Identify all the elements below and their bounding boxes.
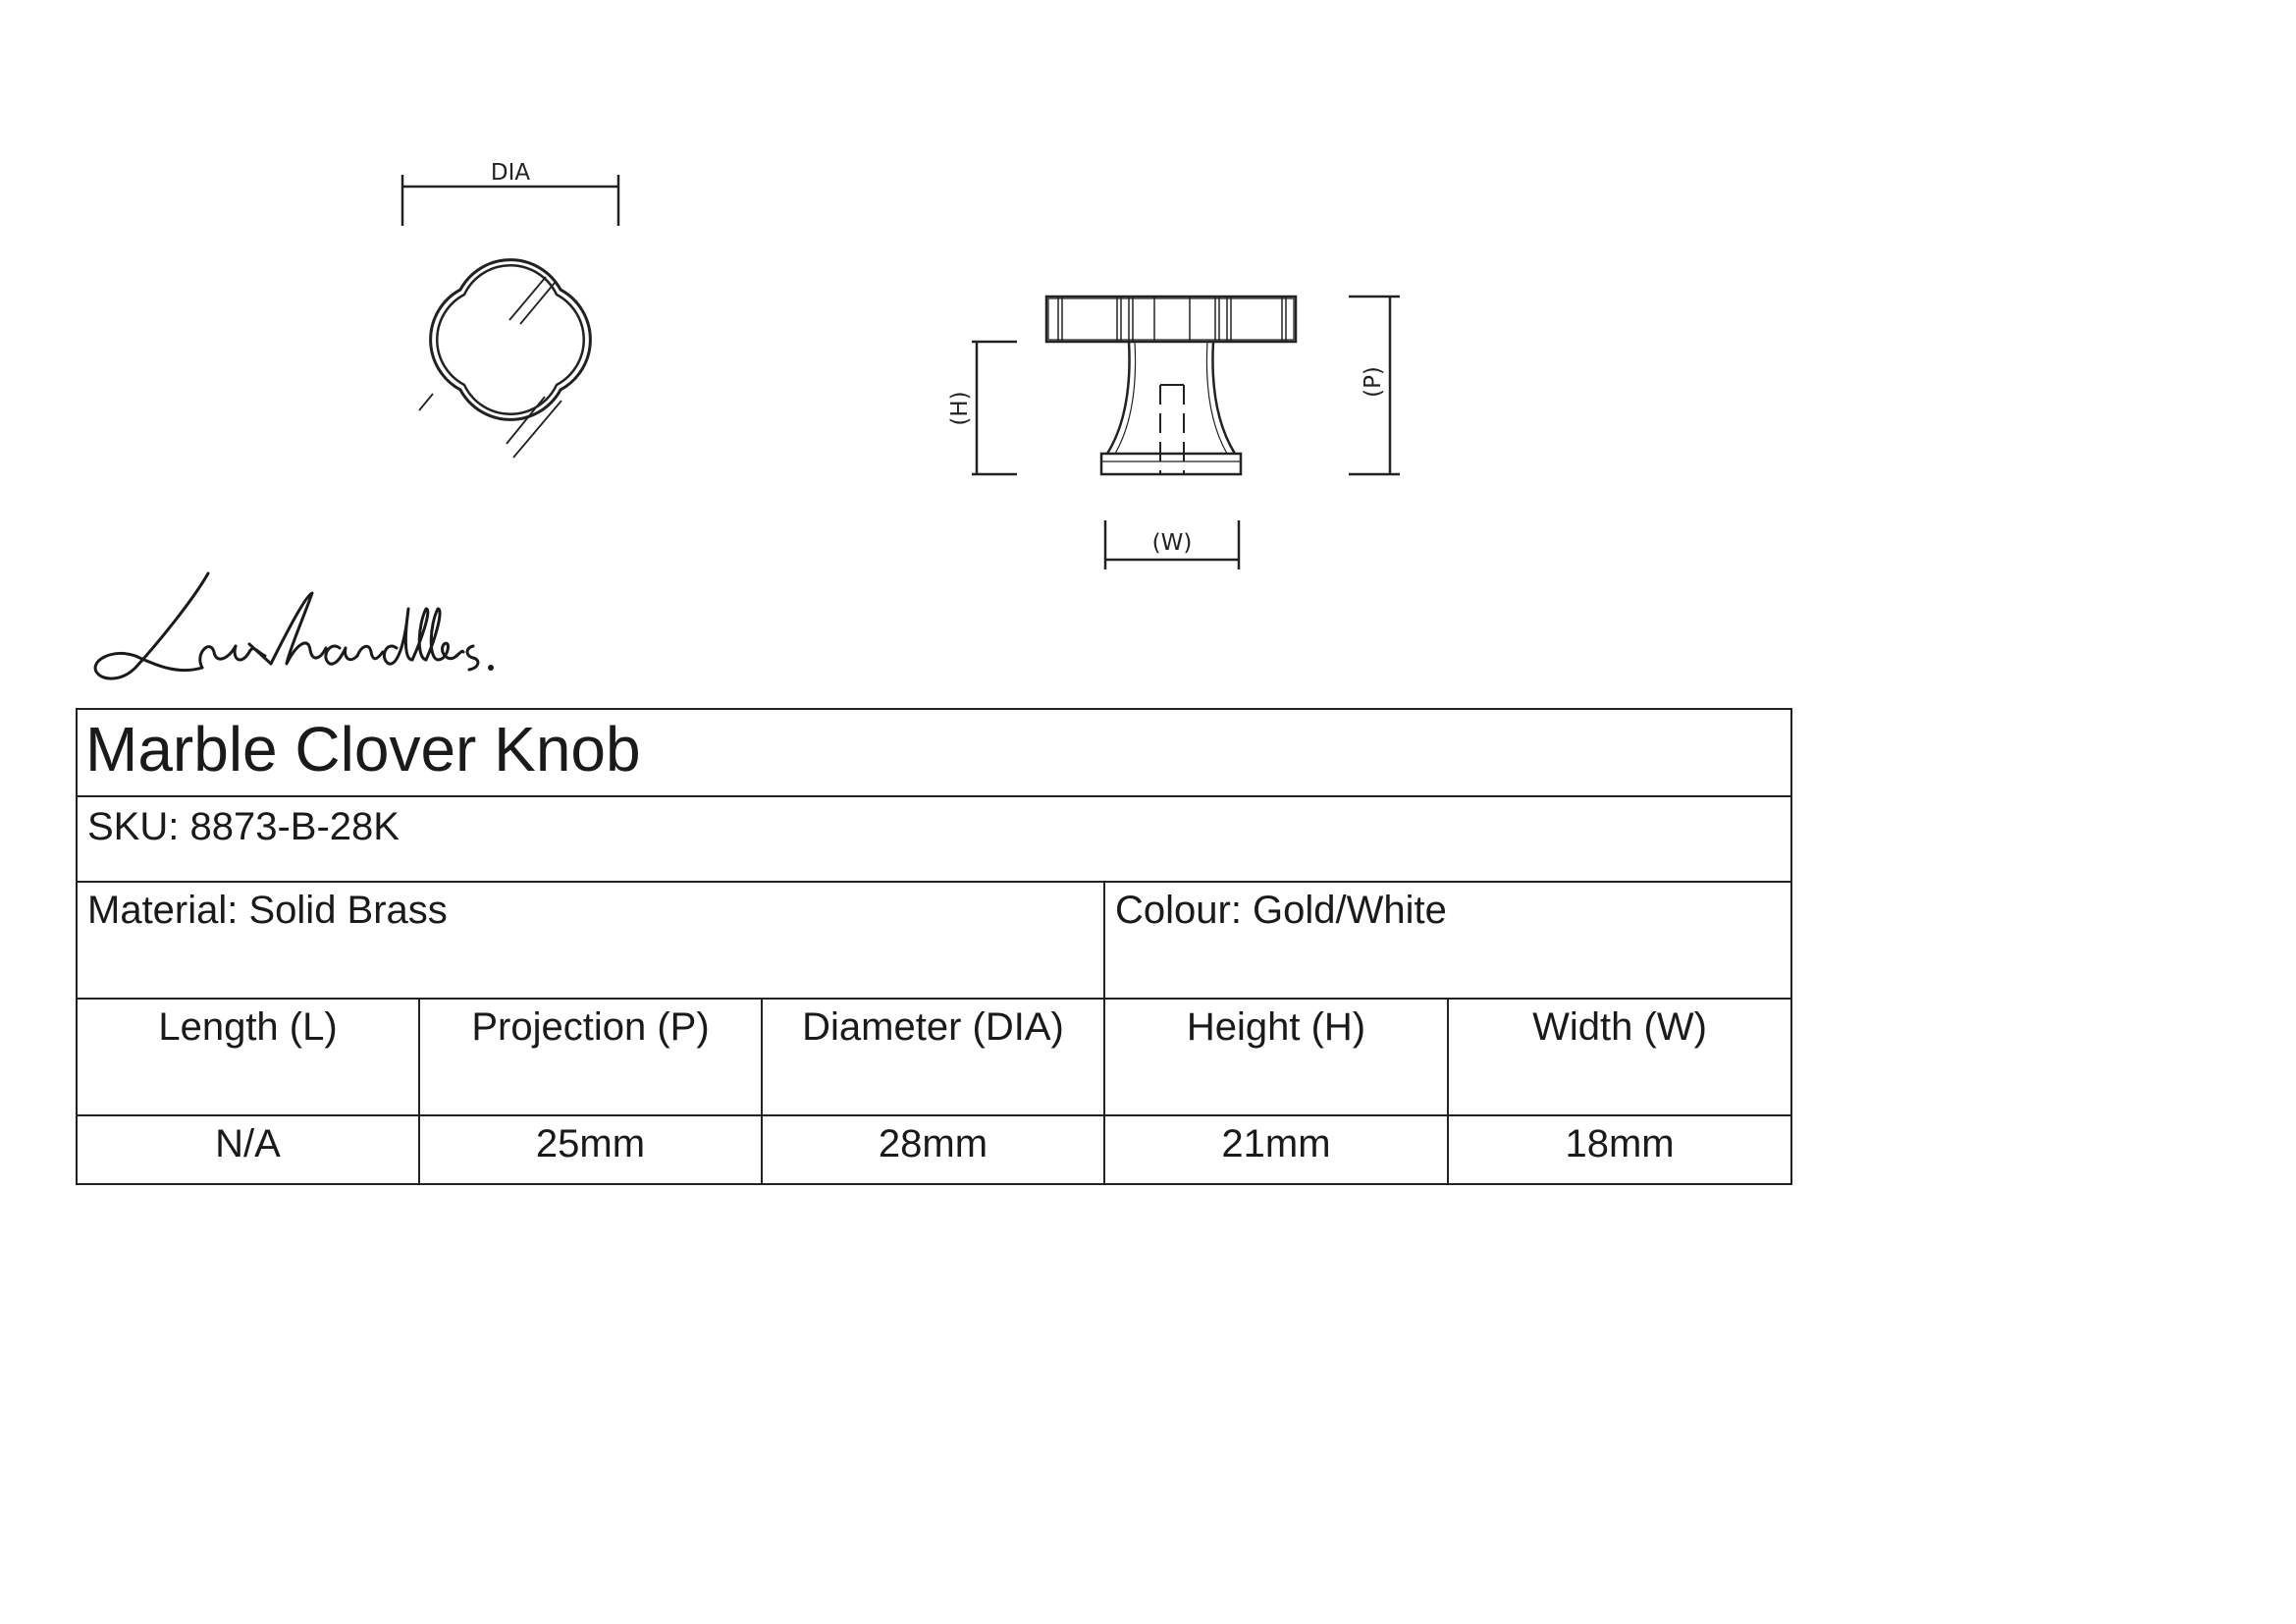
header-height: Height (H)	[1104, 999, 1448, 1115]
projection-label: (P)	[1361, 366, 1386, 398]
header-projection: Projection (P)	[419, 999, 762, 1115]
value-height: 21mm	[1104, 1115, 1448, 1184]
height-dimension	[972, 342, 1017, 474]
clover-top-view	[419, 260, 590, 458]
product-sku: SKU: 8873-B-28K	[77, 796, 1791, 882]
value-diameter: 28mm	[762, 1115, 1104, 1184]
title-row	[77, 709, 1791, 796]
value-projection: 25mm	[419, 1115, 762, 1184]
material-colour-row	[77, 882, 1791, 999]
dia-label: DIA	[490, 160, 531, 186]
knob-side-view	[1046, 297, 1296, 474]
header-length: Length (L)	[77, 999, 419, 1115]
header-width: Width (W)	[1448, 999, 1791, 1115]
header-diameter: Diameter (DIA)	[762, 999, 1104, 1115]
height-label: (H)	[947, 391, 973, 426]
luxhandles-signature-logo	[95, 573, 492, 678]
product-title: Marble Clover Knob	[77, 709, 1791, 796]
dimension-value-row	[77, 1115, 1791, 1184]
product-material: Material: Solid Brass	[77, 882, 1104, 999]
dimension-header-row	[77, 999, 1791, 1115]
width-label: (W)	[1151, 530, 1193, 556]
value-width: 18mm	[1448, 1115, 1791, 1184]
spec-table	[76, 708, 1792, 1185]
product-colour: Colour: Gold/White	[1104, 882, 1791, 999]
sku-row	[77, 796, 1791, 882]
value-length: N/A	[77, 1115, 419, 1184]
